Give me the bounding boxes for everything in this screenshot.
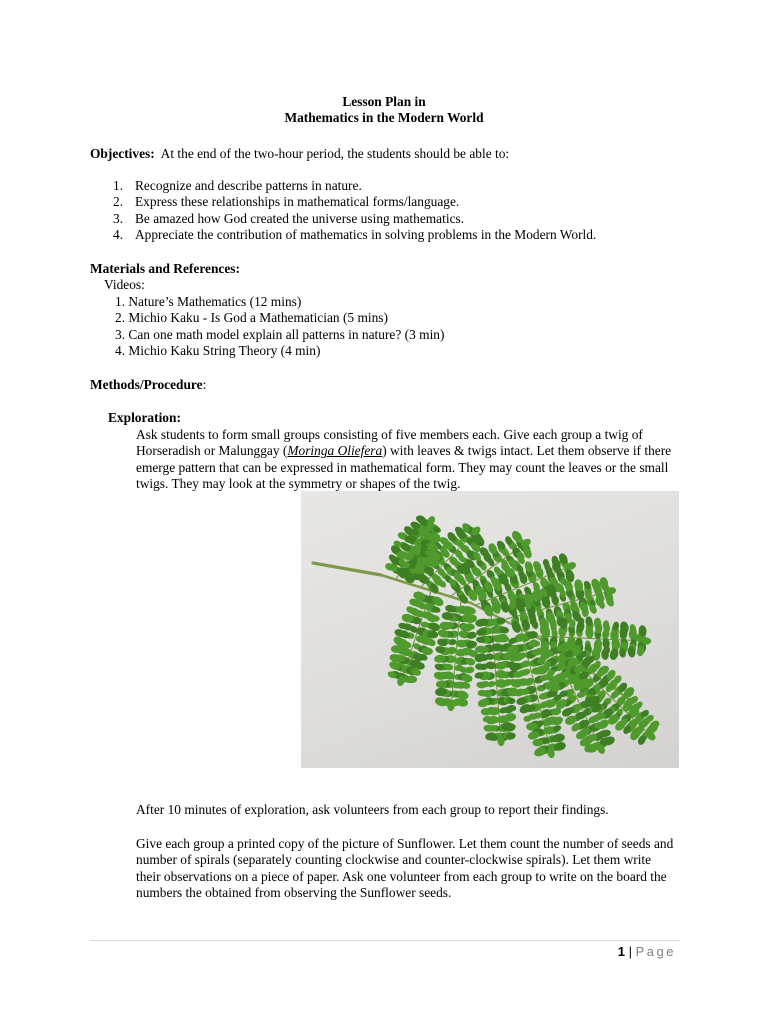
list-item: 1. Nature’s Mathematics (12 mins) <box>115 294 302 309</box>
moringa-twig-illustration <box>301 491 679 768</box>
objectives-intro-text: At the end of the two-hour period, the students should be able to: <box>160 146 510 161</box>
scientific-name: Moringa Oliefera <box>287 443 383 459</box>
list-item: 2. Michio Kaku - Is God a Mathematician (5 mins) <box>115 310 388 326</box>
title-line-2: Mathematics in the Modern World <box>284 110 484 126</box>
footer-divider <box>90 940 680 941</box>
page-footer <box>618 944 676 960</box>
list-item: 1. Recognize and describe patterns in nature. <box>113 178 362 193</box>
after-exploration-text: After 10 minutes of exploration, ask volunteers from each group to report their findings. <box>136 802 609 817</box>
page-label: Page <box>635 944 676 959</box>
methods-heading: Methods/Procedure: <box>90 377 207 392</box>
list-item: 4. Appreciate the contribution of mathematics in solving problems in the Modern World. <box>113 227 597 243</box>
exploration-paragraph: Ask students to form small groups consisting of five members each. Give each group a twig of Horseradish or Malunggay (Moringa Oliefera) with leaves & twigs intact. Let them observe if there emerge pattern that can be expressed in mathematical form. They may count the leaves or the small twigs. They may look at the symmetry or shapes of the twig. <box>136 427 672 492</box>
videos-list <box>115 294 675 360</box>
list-item: 3. Be amazed how God created the universe using mathematics. <box>113 210 465 226</box>
page-separator: | <box>625 944 636 959</box>
exploration-heading: Exploration: <box>108 410 181 425</box>
title-line-1: Lesson Plan in <box>342 94 426 109</box>
objectives-intro <box>90 146 690 162</box>
sunflower-paragraph: Give each group a printed copy of the picture of Sunflower. Let them count the number of seeds and number of spirals (separately counting clockwise and counter-clockwise spirals). Let them write their observations on a piece of paper. Ask one volunteer from each group to write on the board the numbers the obtained from observing the Sunflower seeds. <box>136 836 674 901</box>
document-title <box>0 94 768 127</box>
page-number: 1 <box>617 944 626 959</box>
list-item: 2. Express these relationships in mathematical forms/language. <box>113 194 460 210</box>
materials-heading: Materials and References: <box>90 261 240 276</box>
videos-label: Videos: <box>104 277 145 292</box>
moringa-photo <box>301 491 679 768</box>
list-item: 3. Can one math model explain all patterns in nature? (3 min) <box>115 326 445 342</box>
objectives-list <box>113 178 693 244</box>
list-item: 4. Michio Kaku String Theory (4 min) <box>115 343 321 359</box>
objectives-label: Objectives: <box>90 146 155 161</box>
